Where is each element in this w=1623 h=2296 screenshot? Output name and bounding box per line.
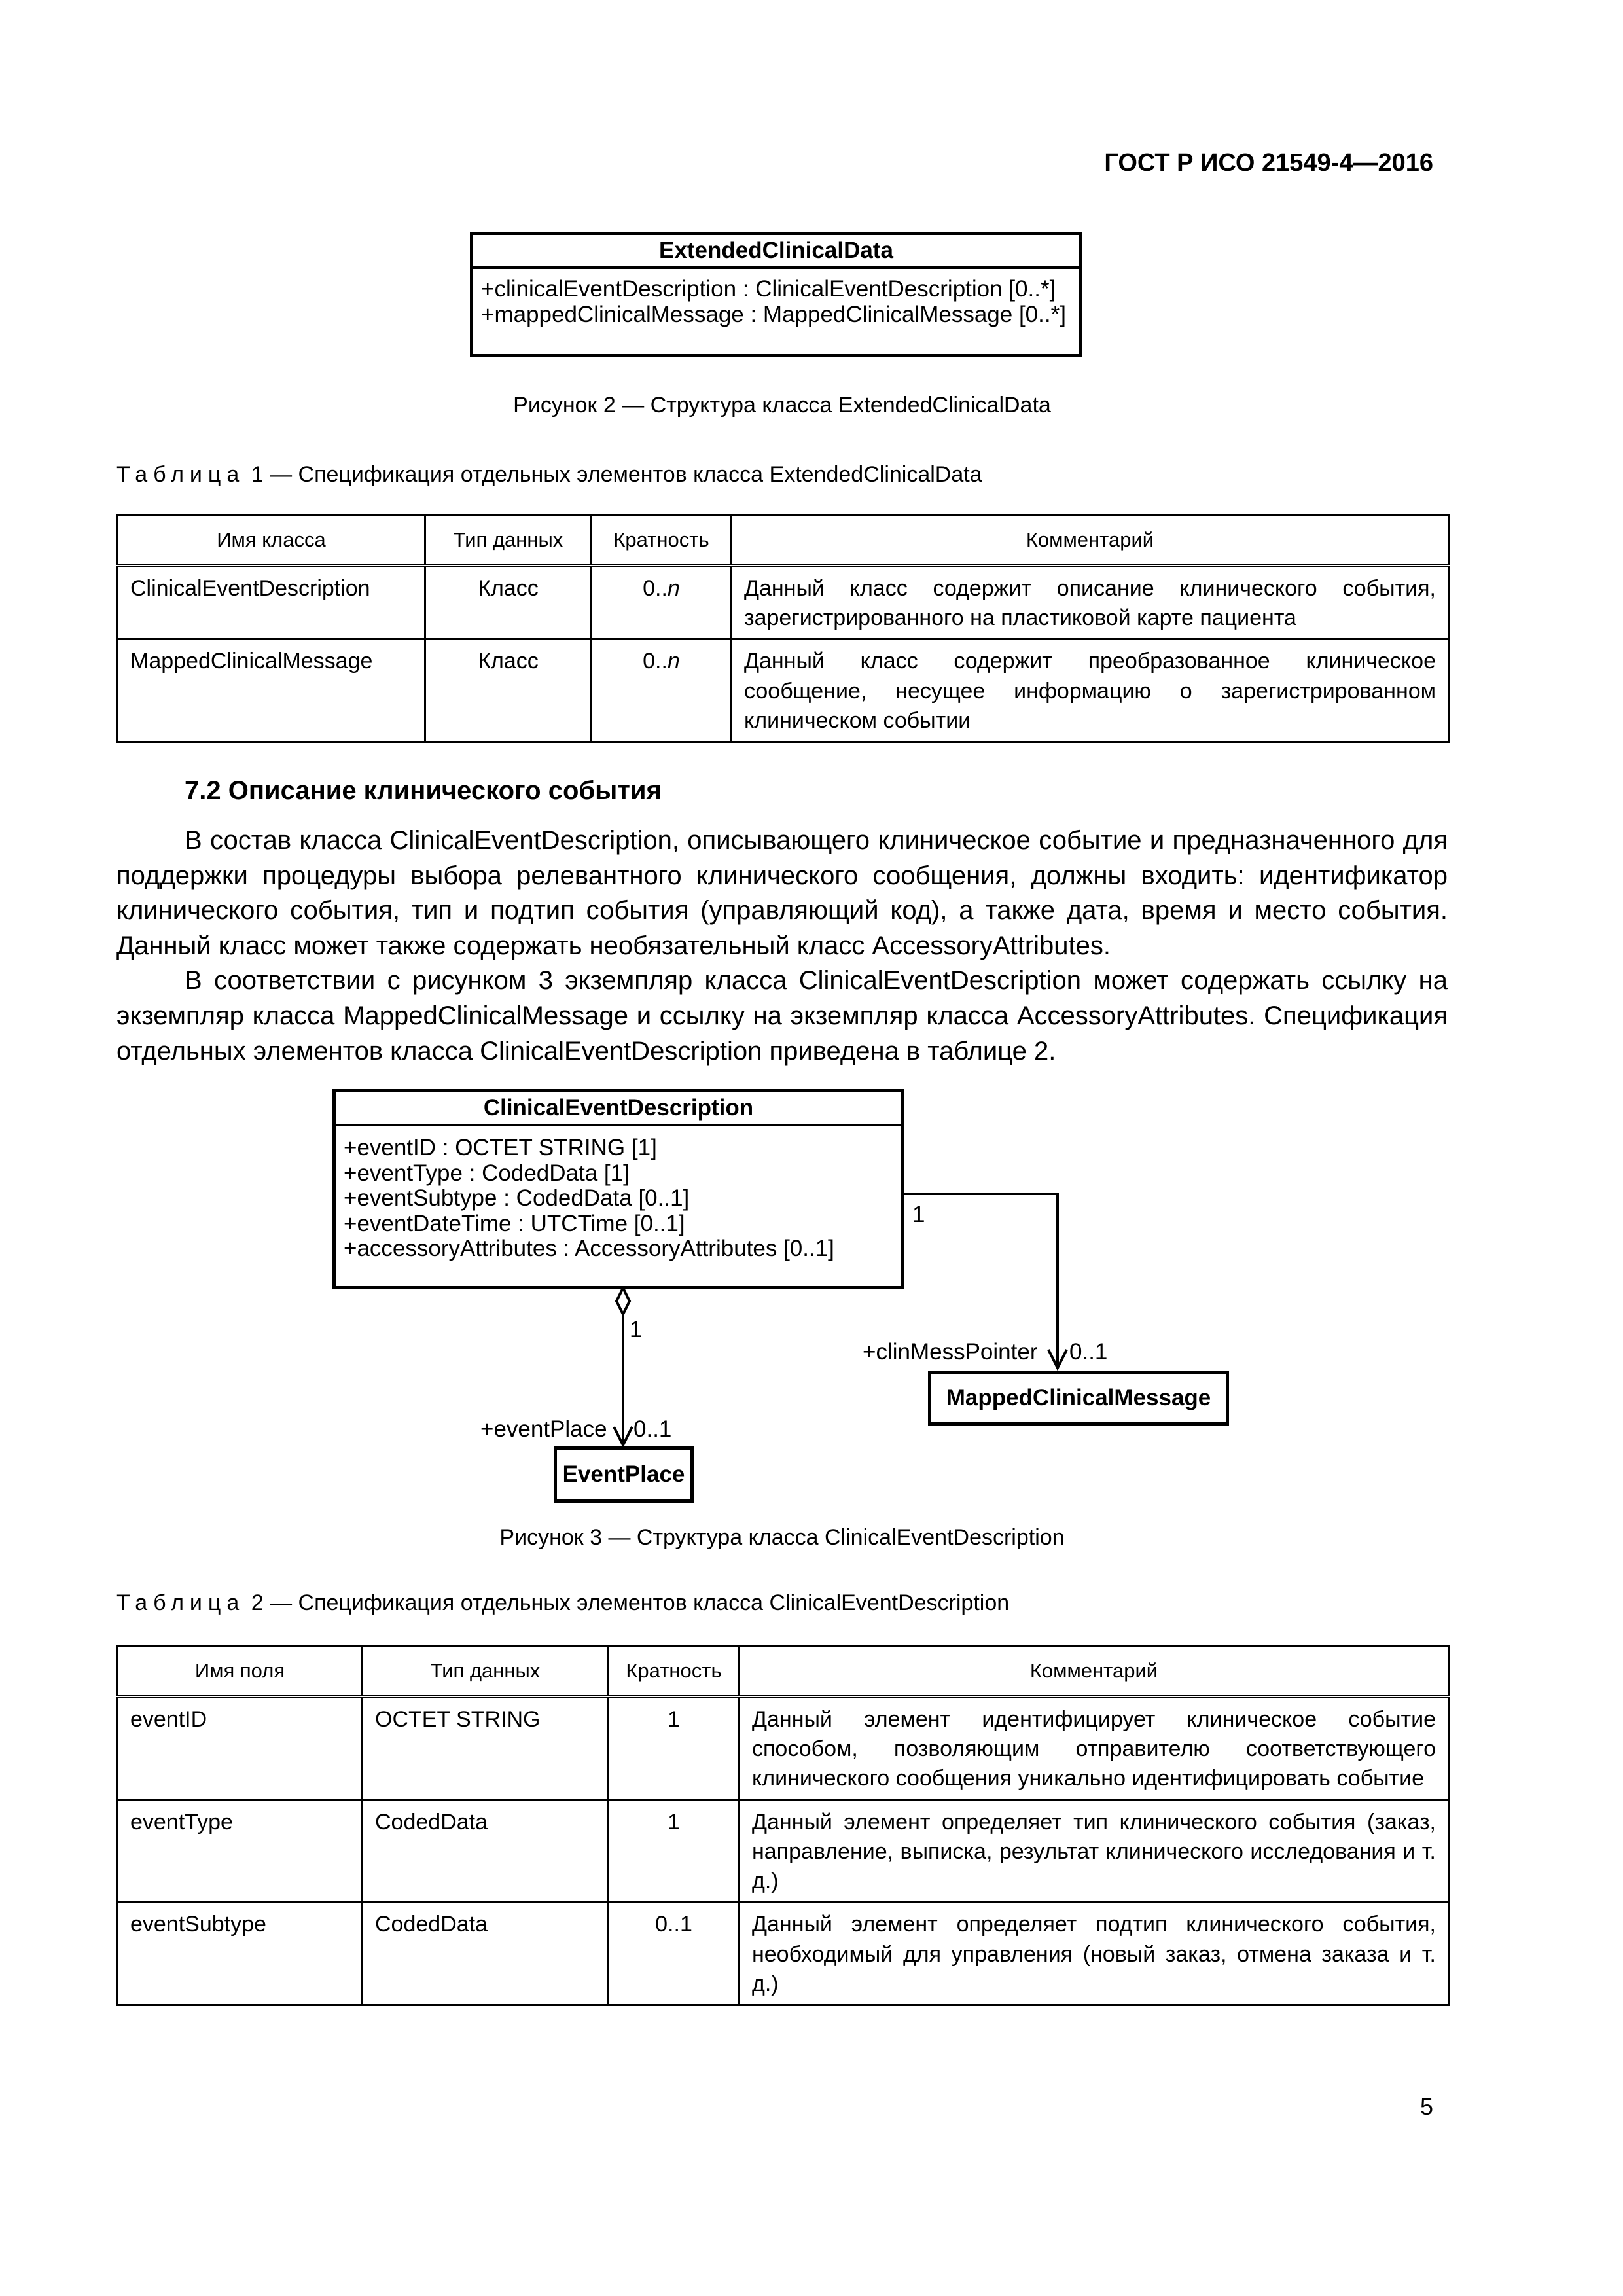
multiplicity-label: 0..1 <box>633 1416 672 1442</box>
column-header: Комментарий <box>732 516 1449 566</box>
attribute: +eventType : CodedData [1] <box>344 1160 630 1186</box>
table-2-caption <box>116 1590 1009 1616</box>
cell-comment: Данный элемент определяет тип клинического события (заказ, направление, выписка, результат клинического исследования и т. д.) <box>740 1800 1449 1903</box>
paragraph: В состав класса ClinicalEventDescription, описывающего клиническое событие и предназначенного для поддержки процедуры выбора релевантного клинического сообщения, должны входить: идентификатор клинического события, тип и подтип события (управляющий код), а также дата, время и место события. Данный класс может также содержать необязательный класс AccessoryAttributes. <box>116 826 1448 960</box>
paragraph: В соответствии с рисунком 3 экземпляр класса ClinicalEventDescription может содержать ссылку на экземпляр класса MappedClinicalMessage и ссылку на экземпляр класса AccessoryAttributes. Спецификация отдельных элементов класса ClinicalEventDescription приведена в таблице 2. <box>116 966 1448 1066</box>
clinical-event-description-class-box <box>332 1089 904 1289</box>
role-label: +eventPlace <box>480 1416 607 1442</box>
event-place-class-box <box>554 1446 694 1503</box>
cell-name: ClinicalEventDescription <box>118 565 425 639</box>
cell-name: MappedClinicalMessage <box>118 639 425 742</box>
cell-type: CodedData <box>363 1903 609 2005</box>
attribute: +clinicalEventDescription : ClinicalEventDescription [0..*] <box>481 276 1056 302</box>
figure-2-caption: Рисунок 2 — Структура класса ExtendedClinicalData <box>513 393 1051 418</box>
class-title: ExtendedClinicalData <box>473 235 1079 269</box>
column-header: Кратность <box>592 516 732 566</box>
table-label: Таблица <box>116 462 245 487</box>
cell-comment: Данный класс содержит описание клинического события, зарегистрированного на пластиковой карте пациента <box>732 565 1449 639</box>
attribute: +eventID : OCTET STRING [1] <box>344 1135 657 1160</box>
cell-type: CodedData <box>363 1800 609 1903</box>
table-row <box>118 1696 1449 1800</box>
cell-comment: Данный элемент определяет подтип клинического события, необходимый для управления (новый заказ, отмена заказа и т. д.) <box>740 1903 1449 2005</box>
attribute: +eventSubtype : CodedData [0..1] <box>344 1185 690 1211</box>
column-header: Комментарий <box>740 1647 1449 1697</box>
table-row <box>118 1800 1449 1903</box>
cell-comment: Данный элемент идентифицирует клиническое событие способом, позволяющим отправителю соответствующего клинического сообщения уникально идентифицировать событие <box>740 1696 1449 1800</box>
cell-type: Класс <box>425 639 592 742</box>
attribute: +mappedClinicalMessage : MappedClinicalMessage [0..*] <box>481 301 1066 327</box>
cell-name: eventSubtype <box>118 1903 363 2005</box>
column-header: Имя класса <box>118 516 425 566</box>
figure-3-caption: Рисунок 3 — Структура класса ClinicalEventDescription <box>499 1525 1065 1550</box>
multiplicity-prefix: 0.. <box>643 649 668 674</box>
class-title: EventPlace <box>562 1462 685 1487</box>
table-header-row <box>118 1647 1449 1697</box>
cell-comment: Данный класс содержит преобразованное клиническое сообщение, несущее информацию о зарегистрированном клиническом событии <box>732 639 1449 742</box>
cell-type: OCTET STRING <box>363 1696 609 1800</box>
cell-multiplicity: 1 <box>609 1800 740 1903</box>
cell-name: eventType <box>118 1800 363 1903</box>
multiplicity-prefix: 0.. <box>643 576 668 601</box>
class-attributes <box>336 1126 901 1270</box>
multiplicity-label: 1 <box>912 1202 925 1227</box>
cell-multiplicity: 0..1 <box>609 1903 740 2005</box>
multiplicity-label: 0..1 <box>1069 1339 1108 1365</box>
multiplicity-suffix: n <box>667 576 680 601</box>
class-title: ClinicalEventDescription <box>336 1092 901 1126</box>
section-heading: 7.2 Описание клинического события <box>185 776 662 805</box>
role-label: +clinMessPointer <box>863 1339 1038 1365</box>
column-header: Имя поля <box>118 1647 363 1697</box>
column-header: Тип данных <box>363 1647 609 1697</box>
mapped-clinical-message-class-box <box>928 1371 1229 1426</box>
attribute: +eventDateTime : UTCTime [0..1] <box>344 1210 685 1236</box>
table-label: Таблица <box>116 1590 245 1615</box>
attribute: +accessoryAttributes : AccessoryAttributes [0..1] <box>344 1236 834 1261</box>
page-number: 5 <box>1419 2093 1433 2120</box>
table-2 <box>116 1645 1450 2006</box>
document-header: ГОСТ Р ИСО 21549-4—2016 <box>1104 149 1433 177</box>
class-title: MappedClinicalMessage <box>946 1385 1211 1410</box>
column-header: Тип данных <box>425 516 592 566</box>
cell-name: eventID <box>118 1696 363 1800</box>
multiplicity-label: 1 <box>630 1317 643 1342</box>
table-caption-text: 1 — Спецификация отдельных элементов класса ExtendedClinicalData <box>245 462 982 487</box>
table-row <box>118 1903 1449 2005</box>
column-header: Кратность <box>609 1647 740 1697</box>
table-caption-text: 2 — Спецификация отдельных элементов класса ClinicalEventDescription <box>245 1590 1010 1615</box>
cell-type: Класс <box>425 565 592 639</box>
multiplicity-suffix: n <box>667 649 680 674</box>
cell-multiplicity: 1 <box>609 1696 740 1800</box>
